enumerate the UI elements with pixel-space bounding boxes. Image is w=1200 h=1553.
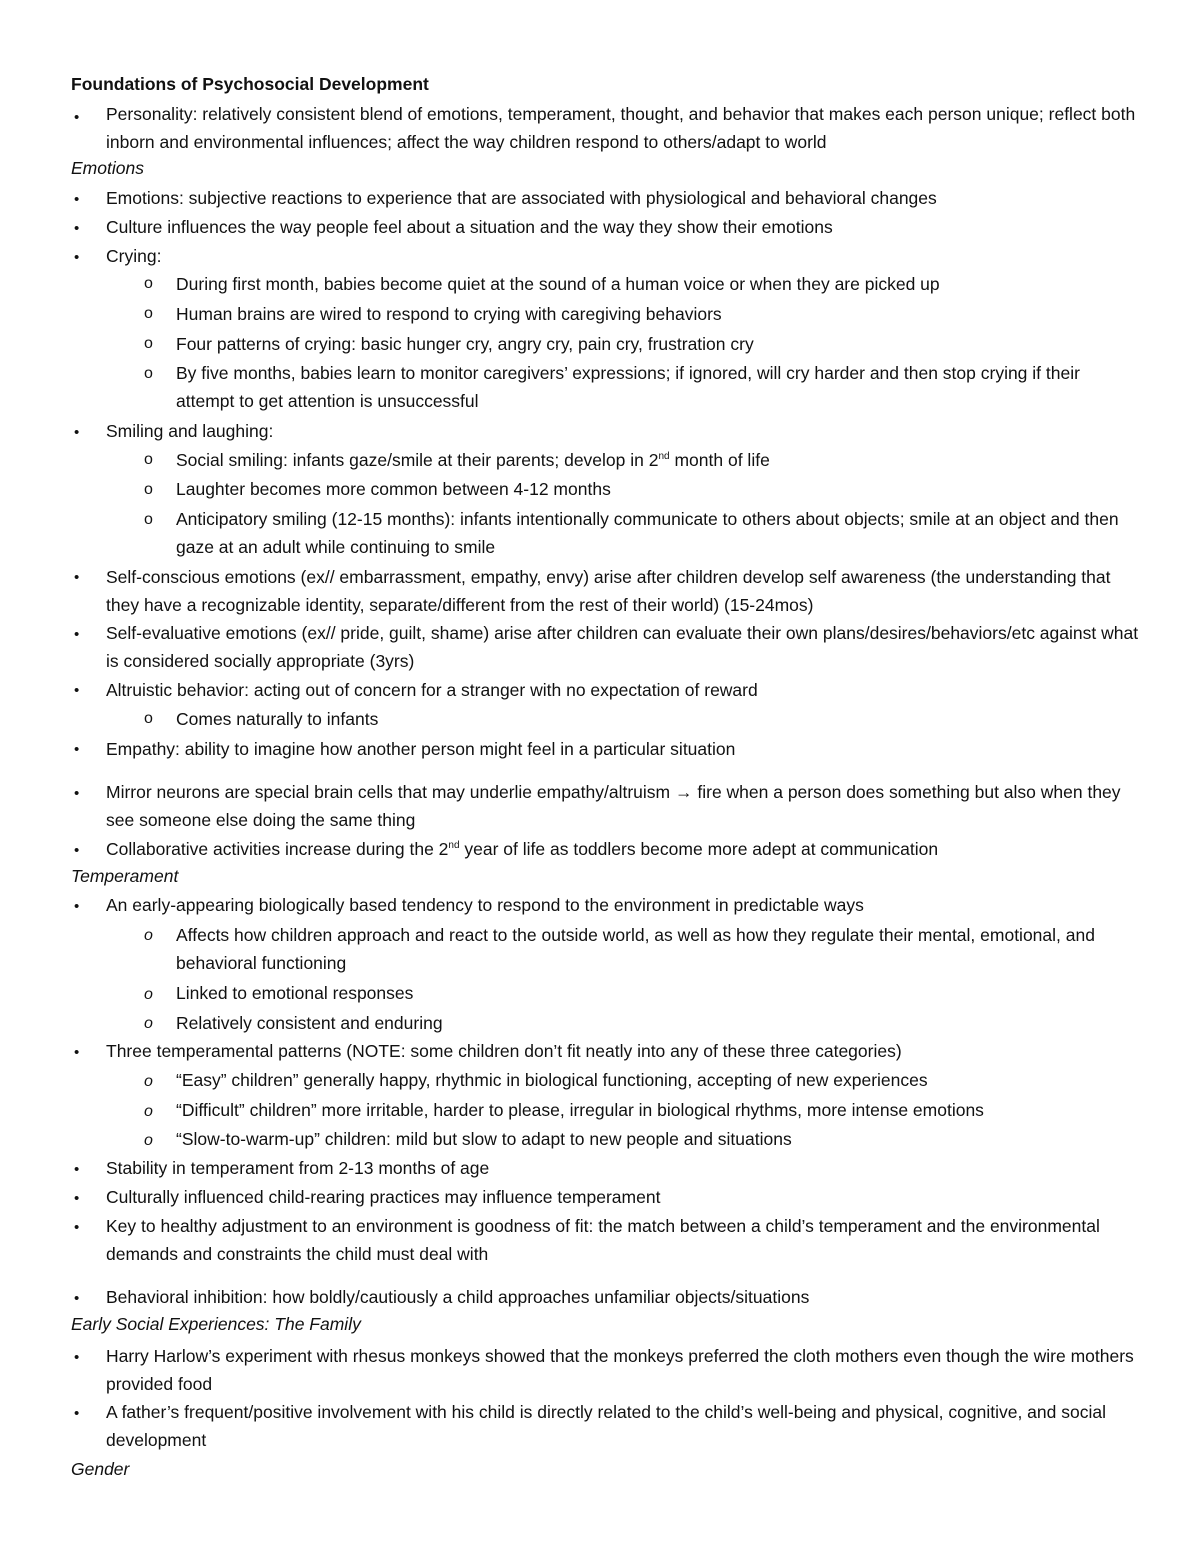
sub-bullet-icon: o xyxy=(144,275,153,292)
sub-item-smiling-1 xyxy=(176,446,1136,474)
bullet-icon: • xyxy=(74,1219,80,1236)
sub-item-crying-4: By five months, babies learn to monitor caregivers’ expressions; if ignored, will cry harder and then stop crying if their attempt to get attention is unsuccessful xyxy=(176,363,1080,411)
sub-item-crying-3: Four patterns of crying: basic hunger cry, angry cry, pain cry, frustration cry xyxy=(176,334,754,354)
arrow-right-icon: → xyxy=(675,782,693,802)
list-item-culture: Culture influences the way people feel about a situation and the way they show their emotions xyxy=(106,217,833,237)
sub-bullet-icon: o xyxy=(144,986,153,1003)
sub-bullet-icon: o xyxy=(144,365,153,382)
sub-item-temp-3: Relatively consistent and enduring xyxy=(176,1013,443,1033)
list-item-temperament: An early-appearing biologically based tendency to respond to the environment in predictable ways xyxy=(106,895,864,915)
sub-bullet-icon: o xyxy=(144,1103,153,1120)
bullet-icon: • xyxy=(74,109,80,126)
sub-bullet-icon: o xyxy=(144,1015,153,1032)
bullet-icon: • xyxy=(74,220,80,237)
bullet-icon: • xyxy=(74,1161,80,1178)
sub-item-smiling-1-text-end: month of life xyxy=(669,450,770,470)
bullet-icon: • xyxy=(74,1290,80,1307)
sub-item-smiling-2: Laughter becomes more common between 4-12 months xyxy=(176,479,611,499)
section-heading-emotions: Emotions xyxy=(71,158,144,178)
bullet-icon: • xyxy=(74,842,80,859)
collab-text-start: Collaborative activities increase during the 2 xyxy=(106,839,449,859)
list-item-collaborative xyxy=(106,835,1146,863)
bullet-icon: • xyxy=(74,1190,80,1207)
bullet-icon: • xyxy=(74,191,80,208)
list-item-smiling: Smiling and laughing: xyxy=(106,421,274,441)
sub-bullet-icon: o xyxy=(144,305,153,322)
list-item-self-conscious: Self-conscious emotions (ex// embarrassment, empathy, envy) arise after children develop self awareness (the understanding that they have a recognizable identity, separate/different from the rest of their world) (15-24mos) xyxy=(106,567,1111,615)
bullet-icon: • xyxy=(74,626,80,643)
sub-item-difficult: “Difficult” children” more irritable, harder to please, irregular in biological rhythms, more intense emotions xyxy=(176,1100,984,1120)
ordinal-suffix: nd xyxy=(448,840,460,852)
ordinal-suffix: nd xyxy=(658,451,670,463)
sub-item-crying-2: Human brains are wired to respond to crying with caregiving behaviors xyxy=(176,304,722,324)
sub-bullet-icon: o xyxy=(144,335,153,352)
list-item-culturally: Culturally influenced child-rearing practices may influence temperament xyxy=(106,1187,661,1207)
section-heading-family: Early Social Experiences: The Family xyxy=(71,1314,361,1334)
list-item-father: A father’s frequent/positive involvement with his child is directly related to the child’s well-being and physical, cognitive, and social development xyxy=(106,1402,1106,1450)
list-item-behavioral-inhibition: Behavioral inhibition: how boldly/cautiously a child approaches unfamiliar objects/situations xyxy=(106,1287,810,1307)
sub-item-easy: “Easy” children” generally happy, rhythmic in biological functioning, accepting of new experiences xyxy=(176,1070,928,1090)
sub-bullet-icon: o xyxy=(144,710,153,727)
mirror-text-start: Mirror neurons are special brain cells that may underlie empathy/altruism xyxy=(106,782,675,802)
sub-item-altruistic-1: Comes naturally to infants xyxy=(176,709,379,729)
bullet-icon: • xyxy=(74,1044,80,1061)
bullet-icon: • xyxy=(74,424,80,441)
bullet-icon: • xyxy=(74,785,80,802)
bullet-icon: • xyxy=(74,898,80,915)
bullet-icon: • xyxy=(74,249,80,266)
bullet-icon: • xyxy=(74,1349,80,1366)
list-item-stability: Stability in temperament from 2-13 months of age xyxy=(106,1158,490,1178)
list-item-harlow: Harry Harlow’s experiment with rhesus monkeys showed that the monkeys preferred the cloth mothers even though the wire mothers provided food xyxy=(106,1346,1134,1394)
sub-bullet-icon: o xyxy=(144,511,153,528)
list-item-goodness-of-fit: Key to healthy adjustment to an environment is goodness of fit: the match between a child’s temperament and the environmental demands and constraints the child must deal with xyxy=(106,1216,1100,1264)
sub-bullet-icon: o xyxy=(144,451,153,468)
section-heading-temperament: Temperament xyxy=(71,866,179,886)
list-item-personality: Personality: relatively consistent blend of emotions, temperament, thought, and behavior that makes each person unique; reflect both inborn and environmental influences; affect the way children respond to others/adapt to world xyxy=(106,104,1136,152)
list-item-mirror-neurons xyxy=(106,778,1146,834)
mirror-text-end: fire when a person does something but also when they see someone else doing the same thing xyxy=(106,782,1121,830)
bullet-icon: • xyxy=(74,569,80,586)
sub-item-smiling-1-text: Social smiling: infants gaze/smile at their parents; develop in 2 xyxy=(176,450,659,470)
list-item-crying: Crying: xyxy=(106,246,162,266)
bullet-icon: • xyxy=(74,741,80,758)
list-item-emotions: Emotions: subjective reactions to experience that are associated with physiological and behavioral changes xyxy=(106,188,937,208)
section-heading-gender: Gender xyxy=(71,1459,130,1479)
list-item-self-evaluative: Self-evaluative emotions (ex// pride, guilt, shame) arise after children can evaluate their own plans/desires/behaviors/etc against what is considered socially appropriate (3yrs) xyxy=(106,623,1139,671)
sub-bullet-icon: o xyxy=(144,1132,153,1149)
sub-item-temp-2: Linked to emotional responses xyxy=(176,983,414,1003)
sub-bullet-icon: o xyxy=(144,1073,153,1090)
sub-bullet-icon: o xyxy=(144,927,153,944)
sub-item-crying-1: During first month, babies become quiet at the sound of a human voice or when they are picked up xyxy=(176,274,940,294)
sub-bullet-icon: o xyxy=(144,481,153,498)
sub-item-slow: “Slow-to-warm-up” children: mild but slow to adapt to new people and situations xyxy=(176,1129,792,1149)
document-title: Foundations of Psychosocial Development xyxy=(71,74,429,94)
list-item-three-patterns: Three temperamental patterns (NOTE: some children don’t fit neatly into any of these three categories) xyxy=(106,1041,902,1061)
sub-item-temp-1: Affects how children approach and react to the outside world, as well as how they regulate their mental, emotional, and behavioral functioning xyxy=(176,925,1095,973)
sub-item-smiling-3: Anticipatory smiling (12-15 months): infants intentionally communicate to others about objects; smile at an object and then gaze at an adult while continuing to smile xyxy=(176,509,1119,557)
bullet-icon: • xyxy=(74,1405,80,1422)
collab-text-end: year of life as toddlers become more adept at communication xyxy=(459,839,939,859)
list-item-altruistic: Altruistic behavior: acting out of concern for a stranger with no expectation of reward xyxy=(106,680,758,700)
bullet-icon: • xyxy=(74,682,80,699)
list-item-empathy: Empathy: ability to imagine how another person might feel in a particular situation xyxy=(106,739,736,759)
